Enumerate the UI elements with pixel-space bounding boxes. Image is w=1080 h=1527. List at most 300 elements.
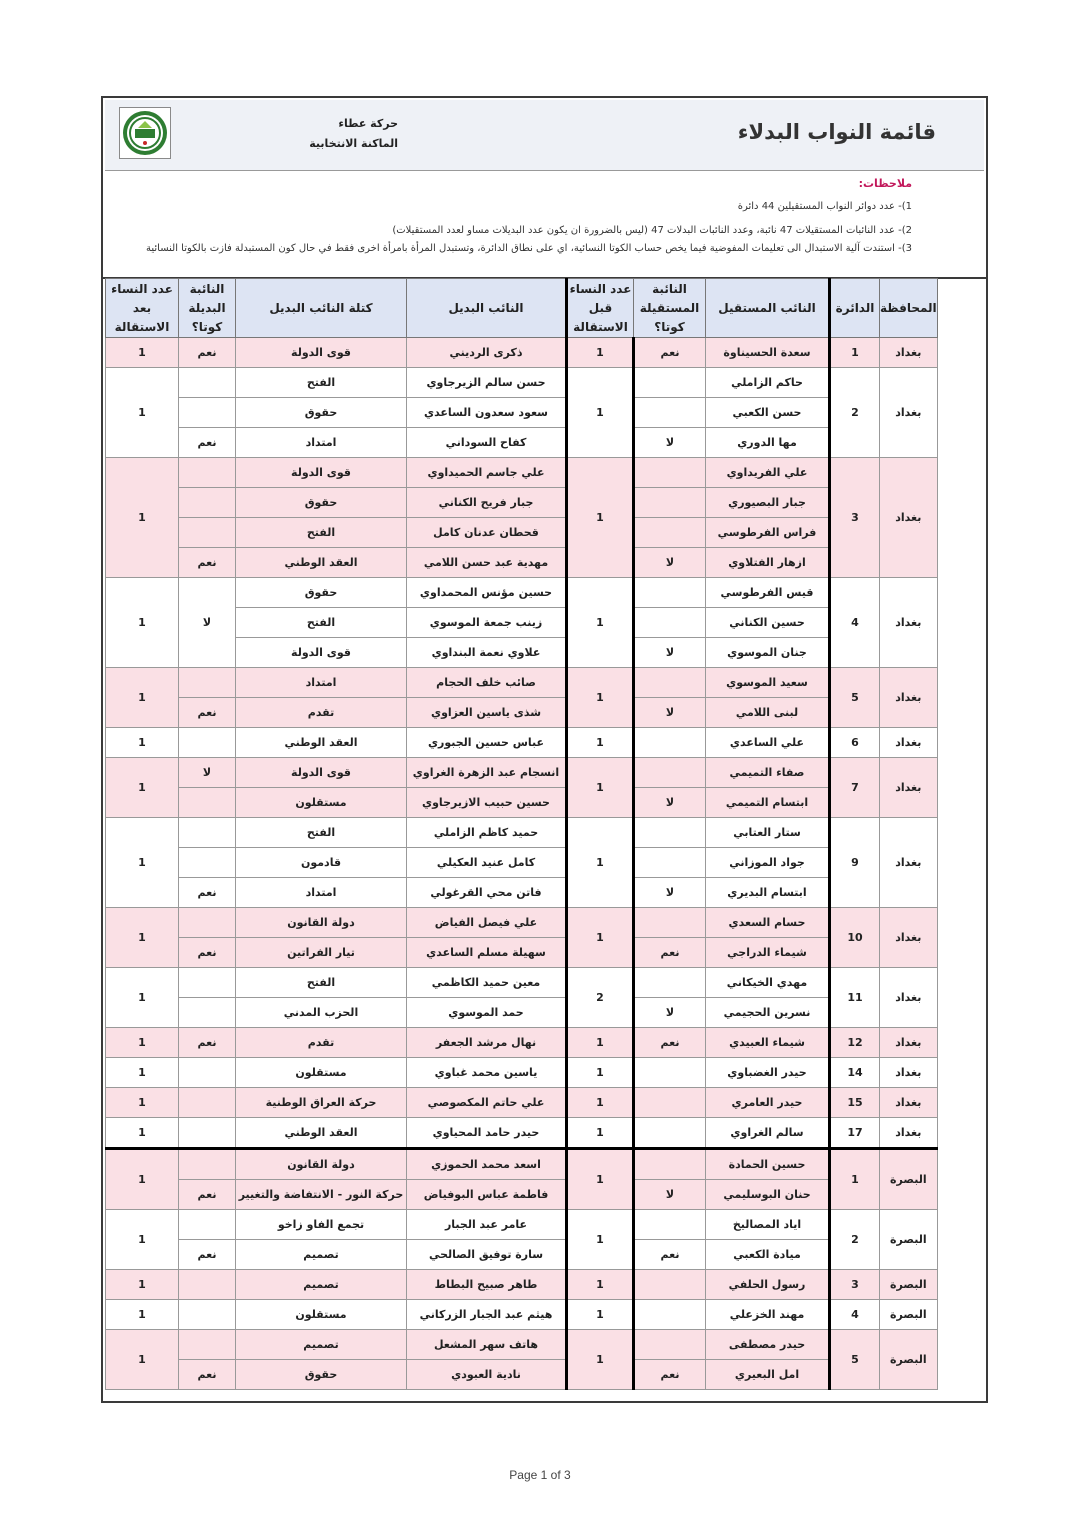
- table-row: [106, 818, 938, 848]
- table-row: [106, 398, 938, 428]
- bloc-cell: تصميم: [236, 1330, 407, 1360]
- resigned-cell: امل البعيري: [706, 1360, 830, 1390]
- substitute-cell: شذى ياسين العزاوي: [407, 698, 567, 728]
- sub-quota-cell: نعم: [179, 1240, 236, 1270]
- women-after-cell: 1: [106, 1088, 179, 1118]
- bloc-cell: امتداد: [236, 428, 407, 458]
- substitute-cell: علي حاتم المكصوصي: [407, 1088, 567, 1118]
- bloc-cell: الفتح: [236, 968, 407, 998]
- district-cell: 12: [830, 1028, 880, 1058]
- sub-quota-cell: [179, 998, 236, 1028]
- bloc-cell: حركة النور - الانتفاضة والتغيير: [236, 1180, 407, 1210]
- bloc-cell: تيار الفراتين: [236, 938, 407, 968]
- women-before-cell: 1: [567, 1058, 634, 1088]
- resigned-quota-cell: [634, 1058, 706, 1088]
- sub-quota-cell: [179, 398, 236, 428]
- women-after-cell: 1: [106, 968, 179, 1028]
- women-before-cell: 1: [567, 908, 634, 968]
- page-title: قائمة النواب البدلاء: [737, 120, 936, 144]
- resigned-quota-cell: [634, 1270, 706, 1300]
- women-after-cell: 1: [106, 578, 179, 668]
- sub-quota-cell: [179, 1300, 236, 1330]
- province-cell: بغداد: [880, 668, 938, 728]
- table-row: [106, 1360, 938, 1390]
- org-subtitle: الماكنة الانتخابية: [309, 137, 398, 150]
- bloc-cell: قوى الدولة: [236, 458, 407, 488]
- substitute-cell: انسجام عبد الزهرة الغراوي: [407, 758, 567, 788]
- bloc-cell: الحزب المدني: [236, 998, 407, 1028]
- resigned-cell: شيماء العبيدي: [706, 1028, 830, 1058]
- resigned-quota-cell: [634, 728, 706, 758]
- resigned-cell: جواد الموزاني: [706, 848, 830, 878]
- table-row: [106, 1270, 938, 1300]
- table-row: [106, 908, 938, 938]
- document-frame: [101, 96, 988, 1403]
- col-resigned: النائب المستقيل: [706, 279, 830, 338]
- province-cell: البصرة: [880, 1149, 938, 1210]
- note-3: 3)- استندت آلية الاستبدال الى تعليمات المفوضية فيما يخص حساب الكوتا النسائية، اي على نطاق الدائرة، وتستبدل المرأة بامرأة اخرى فقط في حال كون المستبدلة فازت بالكوتا النسائية: [146, 243, 912, 254]
- substitute-cell: معين حميد الكاظمي: [407, 968, 567, 998]
- sub-quota-cell: نعم: [179, 428, 236, 458]
- women-after-cell: 1: [106, 668, 179, 728]
- col-province: المحافظة: [880, 279, 938, 338]
- substitutes-table: [105, 278, 938, 1390]
- resigned-quota-cell: [634, 608, 706, 638]
- women-before-cell: 2: [567, 968, 634, 1028]
- sub-quota-cell: لا: [179, 758, 236, 788]
- page-number: Page 1 of 3: [509, 1468, 571, 1482]
- sub-quota-cell: [179, 1058, 236, 1088]
- table-row: [106, 668, 938, 698]
- resigned-quota-cell: [634, 1118, 706, 1149]
- province-cell: بغداد: [880, 368, 938, 458]
- women-before-cell: 1: [567, 458, 634, 578]
- sub-quota-cell: [179, 518, 236, 548]
- table-row: [106, 1118, 938, 1149]
- district-cell: 15: [830, 1088, 880, 1118]
- table-row: [106, 1058, 938, 1088]
- sub-quota-cell: [179, 668, 236, 698]
- province-cell: بغداد: [880, 818, 938, 908]
- sub-quota-cell: [179, 728, 236, 758]
- district-cell: 5: [830, 1330, 880, 1390]
- substitute-cell: حيدر حامد المحياوي: [407, 1118, 567, 1149]
- district-cell: 10: [830, 908, 880, 968]
- resigned-cell: مهند الخزعلي: [706, 1300, 830, 1330]
- table-row: [106, 458, 938, 488]
- women-after-cell: 1: [106, 908, 179, 968]
- sub-quota-cell: [179, 848, 236, 878]
- women-after-cell: 1: [106, 1058, 179, 1088]
- resigned-quota-cell: [634, 368, 706, 398]
- resigned-cell: حيدر الغضباوي: [706, 1058, 830, 1088]
- resigned-cell: اياد المصاليخ: [706, 1210, 830, 1240]
- substitute-cell: فاطمة عباس البوفياض: [407, 1180, 567, 1210]
- women-after-cell: 1: [106, 368, 179, 458]
- resigned-cell: شيماء الدراجي: [706, 938, 830, 968]
- women-after-cell: 1: [106, 338, 179, 368]
- col-women-before: عدد النساء قبل الاستقالة: [567, 279, 634, 338]
- resigned-cell: حسام السعدي: [706, 908, 830, 938]
- women-after-cell: 1: [106, 1118, 179, 1149]
- table-row: [106, 1210, 938, 1240]
- organization-block: [309, 114, 398, 154]
- resigned-cell: رسول الحلفي: [706, 1270, 830, 1300]
- resigned-cell: مهدي الخيكاني: [706, 968, 830, 998]
- resigned-cell: حنان البوسليمي: [706, 1180, 830, 1210]
- women-before-cell: 1: [567, 728, 634, 758]
- bloc-cell: مستقلون: [236, 1058, 407, 1088]
- province-cell: بغداد: [880, 968, 938, 1028]
- table-row: [106, 518, 938, 548]
- province-cell: البصرة: [880, 1300, 938, 1330]
- substitute-cell: زينب جمعة الموسوي: [407, 608, 567, 638]
- substitute-cell: نادية العبودي: [407, 1360, 567, 1390]
- resigned-quota-cell: لا: [634, 638, 706, 668]
- resigned-cell: علي الفريداوي: [706, 458, 830, 488]
- women-after-cell: 1: [106, 1028, 179, 1058]
- substitute-cell: عامر عبد الجبار: [407, 1210, 567, 1240]
- substitute-cell: نهال مرشد الجعفر: [407, 1028, 567, 1058]
- resigned-quota-cell: لا: [634, 548, 706, 578]
- resigned-quota-cell: [634, 398, 706, 428]
- women-after-cell: 1: [106, 728, 179, 758]
- table-row: [106, 1330, 938, 1360]
- women-after-cell: 1: [106, 818, 179, 908]
- sub-quota-cell: [179, 1270, 236, 1300]
- substitute-cell: جبار فريح الكناني: [407, 488, 567, 518]
- substitute-cell: حسن سالم الزيرجاوي: [407, 368, 567, 398]
- women-before-cell: 1: [567, 1330, 634, 1390]
- district-cell: 4: [830, 1300, 880, 1330]
- substitute-cell: فاتن محي القرغولي: [407, 878, 567, 908]
- women-before-cell: 1: [567, 368, 634, 458]
- resigned-quota-cell: [634, 908, 706, 938]
- substitute-cell: حميد كاظم الزاملي: [407, 818, 567, 848]
- bloc-cell: قوى الدولة: [236, 758, 407, 788]
- bloc-cell: مستقلون: [236, 1300, 407, 1330]
- sub-quota-cell: نعم: [179, 1360, 236, 1390]
- province-cell: البصرة: [880, 1270, 938, 1300]
- substitute-cell: كامل عنيد العكيلي: [407, 848, 567, 878]
- resigned-cell: حيدر مصطفى: [706, 1330, 830, 1360]
- table-row: [106, 338, 938, 368]
- resigned-quota-cell: لا: [634, 428, 706, 458]
- bloc-cell: العقد الوطني: [236, 548, 407, 578]
- sub-quota-cell: نعم: [179, 1180, 236, 1210]
- district-cell: 2: [830, 368, 880, 458]
- note-1: 1)- عدد دوائر النواب المستقيلين 44 دائرة: [737, 201, 912, 212]
- bloc-cell: تجمع الفاو زاخو: [236, 1210, 407, 1240]
- resigned-quota-cell: [634, 518, 706, 548]
- province-cell: بغداد: [880, 758, 938, 818]
- bloc-cell: حقوق: [236, 398, 407, 428]
- table-row: [106, 1149, 938, 1180]
- district-cell: 4: [830, 578, 880, 668]
- resigned-cell: حسين الحمادة: [706, 1149, 830, 1180]
- substitute-cell: علاوي نعمة البنداوي: [407, 638, 567, 668]
- resigned-quota-cell: [634, 1300, 706, 1330]
- women-before-cell: 1: [567, 668, 634, 728]
- resigned-cell: مها الدوري: [706, 428, 830, 458]
- table-row: [106, 878, 938, 908]
- substitute-cell: ياسين محمد غباوي: [407, 1058, 567, 1088]
- resigned-quota-cell: لا: [634, 878, 706, 908]
- resigned-cell: حسين الكناني: [706, 608, 830, 638]
- resigned-quota-cell: [634, 968, 706, 998]
- sub-quota-cell: [179, 1210, 236, 1240]
- bloc-cell: مستقلون: [236, 788, 407, 818]
- resigned-quota-cell: نعم: [634, 338, 706, 368]
- org-name: حركة عطاء: [338, 117, 398, 130]
- notes-title: ملاحظات:: [858, 177, 912, 190]
- resigned-cell: ستار العتابي: [706, 818, 830, 848]
- bloc-cell: حقوق: [236, 1360, 407, 1390]
- substitute-cell: علي فيصل الفياض: [407, 908, 567, 938]
- table-row: [106, 1028, 938, 1058]
- women-before-cell: 1: [567, 758, 634, 818]
- sub-quota-cell: نعم: [179, 1028, 236, 1058]
- bloc-cell: الفتح: [236, 518, 407, 548]
- province-cell: بغداد: [880, 728, 938, 758]
- resigned-quota-cell: [634, 1088, 706, 1118]
- resigned-quota-cell: [634, 458, 706, 488]
- bloc-cell: تقدم: [236, 1028, 407, 1058]
- sub-quota-cell: [179, 488, 236, 518]
- bloc-cell: دولة القانون: [236, 908, 407, 938]
- province-cell: البصرة: [880, 1330, 938, 1390]
- table-row: [106, 428, 938, 458]
- substitute-cell: سارة توفيق الصالحي: [407, 1240, 567, 1270]
- sub-quota-cell: [179, 1330, 236, 1360]
- substitute-cell: هاتف سهر المشعل: [407, 1330, 567, 1360]
- bloc-cell: حقوق: [236, 578, 407, 608]
- province-cell: بغداد: [880, 458, 938, 578]
- district-cell: 6: [830, 728, 880, 758]
- resigned-cell: ابتسام البديري: [706, 878, 830, 908]
- women-after-cell: 1: [106, 1300, 179, 1330]
- table-header-row: [106, 279, 938, 338]
- substitute-cell: طاهر صبيح البطاط: [407, 1270, 567, 1300]
- district-cell: 1: [830, 338, 880, 368]
- table-row: [106, 728, 938, 758]
- bloc-cell: الفتح: [236, 368, 407, 398]
- women-before-cell: 1: [567, 1210, 634, 1270]
- substitute-cell: مهدية عبد حسن اللامي: [407, 548, 567, 578]
- resigned-quota-cell: [634, 578, 706, 608]
- table-body: [106, 338, 938, 1390]
- resigned-cell: ميادة الكعبي: [706, 1240, 830, 1270]
- table-row: [106, 1180, 938, 1210]
- district-cell: 2: [830, 1210, 880, 1270]
- women-before-cell: 1: [567, 1118, 634, 1149]
- resigned-quota-cell: نعم: [634, 1360, 706, 1390]
- resigned-quota-cell: لا: [634, 698, 706, 728]
- resigned-quota-cell: [634, 488, 706, 518]
- bloc-cell: تصميم: [236, 1240, 407, 1270]
- col-substitute: النائب البديل: [407, 279, 567, 338]
- resigned-quota-cell: نعم: [634, 938, 706, 968]
- sub-quota-cell: [179, 1149, 236, 1180]
- sub-quota-cell: [179, 1088, 236, 1118]
- table-row: [106, 1300, 938, 1330]
- table-row: [106, 1088, 938, 1118]
- resigned-quota-cell: [634, 758, 706, 788]
- women-after-cell: 1: [106, 1330, 179, 1390]
- col-bloc: كتلة النائب البديل: [236, 279, 407, 338]
- bloc-cell: العقد الوطني: [236, 1118, 407, 1149]
- bloc-cell: الفتح: [236, 818, 407, 848]
- province-cell: بغداد: [880, 1088, 938, 1118]
- table-row: [106, 938, 938, 968]
- resigned-cell: حاكم الزاملي: [706, 368, 830, 398]
- resigned-cell: جبار البصيوري: [706, 488, 830, 518]
- province-cell: بغداد: [880, 578, 938, 668]
- resigned-cell: حيدر العامري: [706, 1088, 830, 1118]
- table-row: [106, 1240, 938, 1270]
- district-cell: 7: [830, 758, 880, 818]
- substitute-cell: سهيلة مسلم الساعدي: [407, 938, 567, 968]
- bloc-cell: حركة العراق الوطنية: [236, 1088, 407, 1118]
- table-row: [106, 968, 938, 998]
- bloc-cell: قوى الدولة: [236, 638, 407, 668]
- col-resigned-quota: النائبة المستقيلة كوتا؟: [634, 279, 706, 338]
- table-row: [106, 368, 938, 398]
- sub-quota-cell: [179, 818, 236, 848]
- women-before-cell: 1: [567, 1300, 634, 1330]
- resigned-quota-cell: [634, 668, 706, 698]
- substitute-cell: سعود سعدون الساعدي: [407, 398, 567, 428]
- table-row: [106, 698, 938, 728]
- district-cell: 14: [830, 1058, 880, 1088]
- bloc-cell: تقدم: [236, 698, 407, 728]
- table-row: [106, 848, 938, 878]
- women-before-cell: 1: [567, 818, 634, 908]
- notes-section: [103, 173, 986, 279]
- sub-quota-cell: نعم: [179, 878, 236, 908]
- sub-quota-cell: نعم: [179, 338, 236, 368]
- district-cell: 17: [830, 1118, 880, 1149]
- province-cell: بغداد: [880, 908, 938, 968]
- sub-quota-cell: نعم: [179, 938, 236, 968]
- sub-quota-cell: [179, 368, 236, 398]
- sub-quota-cell: لا: [179, 578, 236, 668]
- women-before-cell: 1: [567, 1088, 634, 1118]
- substitute-cell: صائب خلف الحجام: [407, 668, 567, 698]
- bloc-cell: تصميم: [236, 1270, 407, 1300]
- resigned-cell: علي الساعدي: [706, 728, 830, 758]
- province-cell: البصرة: [880, 1210, 938, 1270]
- women-after-cell: 1: [106, 1210, 179, 1270]
- col-district: الدائرة: [830, 279, 880, 338]
- bloc-cell: امتداد: [236, 668, 407, 698]
- table-row: [106, 998, 938, 1028]
- table-row: [106, 578, 938, 608]
- women-before-cell: 1: [567, 1028, 634, 1058]
- substitute-cell: كفاح السوداني: [407, 428, 567, 458]
- district-cell: 5: [830, 668, 880, 728]
- district-cell: 3: [830, 1270, 880, 1300]
- sub-quota-cell: [179, 968, 236, 998]
- resigned-quota-cell: [634, 1149, 706, 1180]
- resigned-quota-cell: [634, 848, 706, 878]
- note-2: 2)- عدد النائبات المستقيلات 47 نائبة، وعدد النائبات البدلات 47 (ليس بالضرورة ان يكون عدد البديلات مساو لعدد المستقيلات): [392, 225, 912, 236]
- resigned-quota-cell: لا: [634, 788, 706, 818]
- resigned-cell: ابتسام التميمي: [706, 788, 830, 818]
- substitute-cell: حسين حبيب الازيرجاوي: [407, 788, 567, 818]
- substitute-cell: قحطان عدنان كامل: [407, 518, 567, 548]
- document-header: [105, 100, 984, 171]
- resigned-cell: قيس الفرطوسي: [706, 578, 830, 608]
- women-before-cell: 1: [567, 338, 634, 368]
- resigned-quota-cell: [634, 1210, 706, 1240]
- bloc-cell: الفتح: [236, 608, 407, 638]
- resigned-quota-cell: [634, 1330, 706, 1360]
- substitute-cell: علي جاسم الحميداوي: [407, 458, 567, 488]
- sub-quota-cell: [179, 458, 236, 488]
- substitute-cell: ذكرى الرديني: [407, 338, 567, 368]
- resigned-cell: صفاء التميمي: [706, 758, 830, 788]
- resigned-cell: فراس الفرطوسي: [706, 518, 830, 548]
- women-after-cell: 1: [106, 458, 179, 578]
- resigned-cell: ازهار الفتلاوي: [706, 548, 830, 578]
- ataa-movement-logo-icon: [119, 107, 171, 159]
- district-cell: 3: [830, 458, 880, 578]
- province-cell: بغداد: [880, 1028, 938, 1058]
- province-cell: بغداد: [880, 1058, 938, 1088]
- women-before-cell: 1: [567, 578, 634, 668]
- substitute-cell: حمد الموسوي: [407, 998, 567, 1028]
- district-cell: 9: [830, 818, 880, 908]
- table-row: [106, 758, 938, 788]
- sub-quota-cell: [179, 1118, 236, 1149]
- resigned-cell: لبنى اللامي: [706, 698, 830, 728]
- women-before-cell: 1: [567, 1149, 634, 1210]
- table-row: [106, 548, 938, 578]
- substitute-cell: اسعد محمد الحموزي: [407, 1149, 567, 1180]
- resigned-quota-cell: لا: [634, 1180, 706, 1210]
- col-sub-quota: النائبة البديلة كوتا؟: [179, 279, 236, 338]
- resigned-cell: جنان الموسوي: [706, 638, 830, 668]
- resigned-quota-cell: نعم: [634, 1240, 706, 1270]
- bloc-cell: قوى الدولة: [236, 338, 407, 368]
- bloc-cell: حقوق: [236, 488, 407, 518]
- resigned-cell: سعيد الموسوي: [706, 668, 830, 698]
- resigned-quota-cell: [634, 818, 706, 848]
- women-after-cell: 1: [106, 1149, 179, 1210]
- bloc-cell: العقد الوطني: [236, 728, 407, 758]
- sub-quota-cell: نعم: [179, 548, 236, 578]
- resigned-quota-cell: لا: [634, 998, 706, 1028]
- table-row: [106, 788, 938, 818]
- bloc-cell: دولة القانون: [236, 1149, 407, 1180]
- sub-quota-cell: [179, 908, 236, 938]
- substitute-cell: عباس حسين الجبوري: [407, 728, 567, 758]
- women-after-cell: 1: [106, 758, 179, 818]
- bloc-cell: امتداد: [236, 878, 407, 908]
- substitute-cell: هيثم عبد الجبار الزركاني: [407, 1300, 567, 1330]
- sub-quota-cell: نعم: [179, 698, 236, 728]
- resigned-quota-cell: نعم: [634, 1028, 706, 1058]
- substitute-cell: حسين مؤنس المحمداوي: [407, 578, 567, 608]
- women-before-cell: 1: [567, 1270, 634, 1300]
- bloc-cell: قادمون: [236, 848, 407, 878]
- province-cell: بغداد: [880, 1118, 938, 1149]
- district-cell: 11: [830, 968, 880, 1028]
- resigned-cell: حسن الكعبي: [706, 398, 830, 428]
- col-women-after: عدد النساء بعد الاستقالة: [106, 279, 179, 338]
- resigned-cell: سعدة الحسيناوة: [706, 338, 830, 368]
